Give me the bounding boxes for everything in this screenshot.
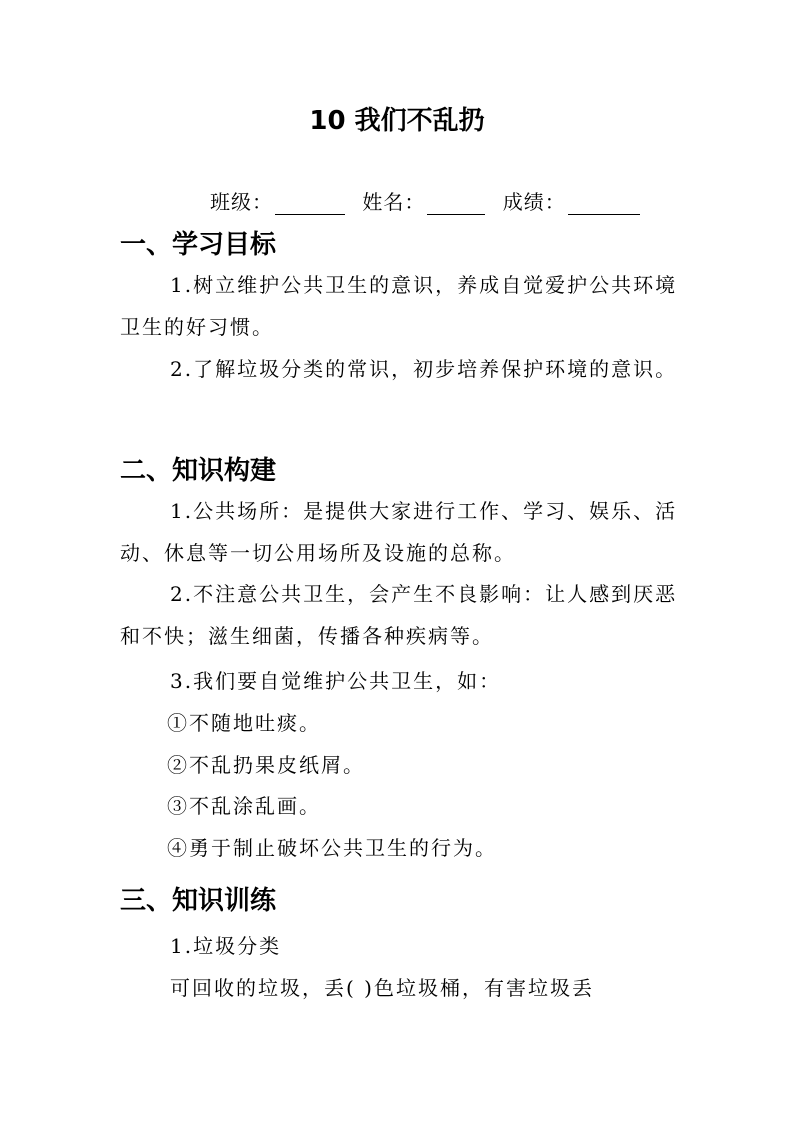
name-blank bbox=[427, 192, 485, 215]
student-info-row bbox=[210, 186, 650, 215]
training-question: 可回收的垃圾，丢( )色垃圾桶，有害垃圾丢 bbox=[170, 976, 594, 1000]
section-heading-learning-goals: 一、学习目标 bbox=[120, 230, 277, 260]
training-item-1: 1.垃圾分类 bbox=[170, 934, 282, 958]
knowledge-item-3: 3.我们要自觉维护公共卫生，如： bbox=[170, 669, 502, 693]
name-label: 姓名： bbox=[362, 190, 426, 214]
score-blank bbox=[568, 192, 640, 215]
knowledge-item-1: 1.公共场所：是提供大家进行工作、学习、娱乐、活动、休息等一切公用场所及设施的总称。 bbox=[120, 499, 678, 565]
section-heading-training: 三、知识训练 bbox=[120, 886, 277, 916]
class-label: 班级： bbox=[210, 190, 273, 214]
example-item-3: ③不乱涂乱画。 bbox=[167, 794, 321, 818]
knowledge-item-2: 2.不注意公共卫生，会产生不良影响：让人感到厌恶和不快；滋生细菌，传播各种疾病等。 bbox=[120, 582, 678, 648]
page-title: 10 我们不乱扔 bbox=[309, 106, 485, 136]
section-heading-knowledge: 二、知识构建 bbox=[120, 456, 277, 486]
example-item-2: ②不乱扔果皮纸屑。 bbox=[167, 753, 365, 777]
example-item-1: ①不随地吐痰。 bbox=[167, 711, 321, 735]
class-blank bbox=[275, 192, 345, 215]
goal-item-1: 1.树立维护公共卫生的意识，养成自觉爱护公共环境卫生的好习惯。 bbox=[120, 273, 678, 339]
score-label: 成绩： bbox=[502, 190, 566, 214]
example-item-4: ④勇于制止破坏公共卫生的行为。 bbox=[167, 836, 497, 860]
goal-item-2: 2.了解垃圾分类的常识，初步培养保护环境的意识。 bbox=[170, 357, 678, 381]
